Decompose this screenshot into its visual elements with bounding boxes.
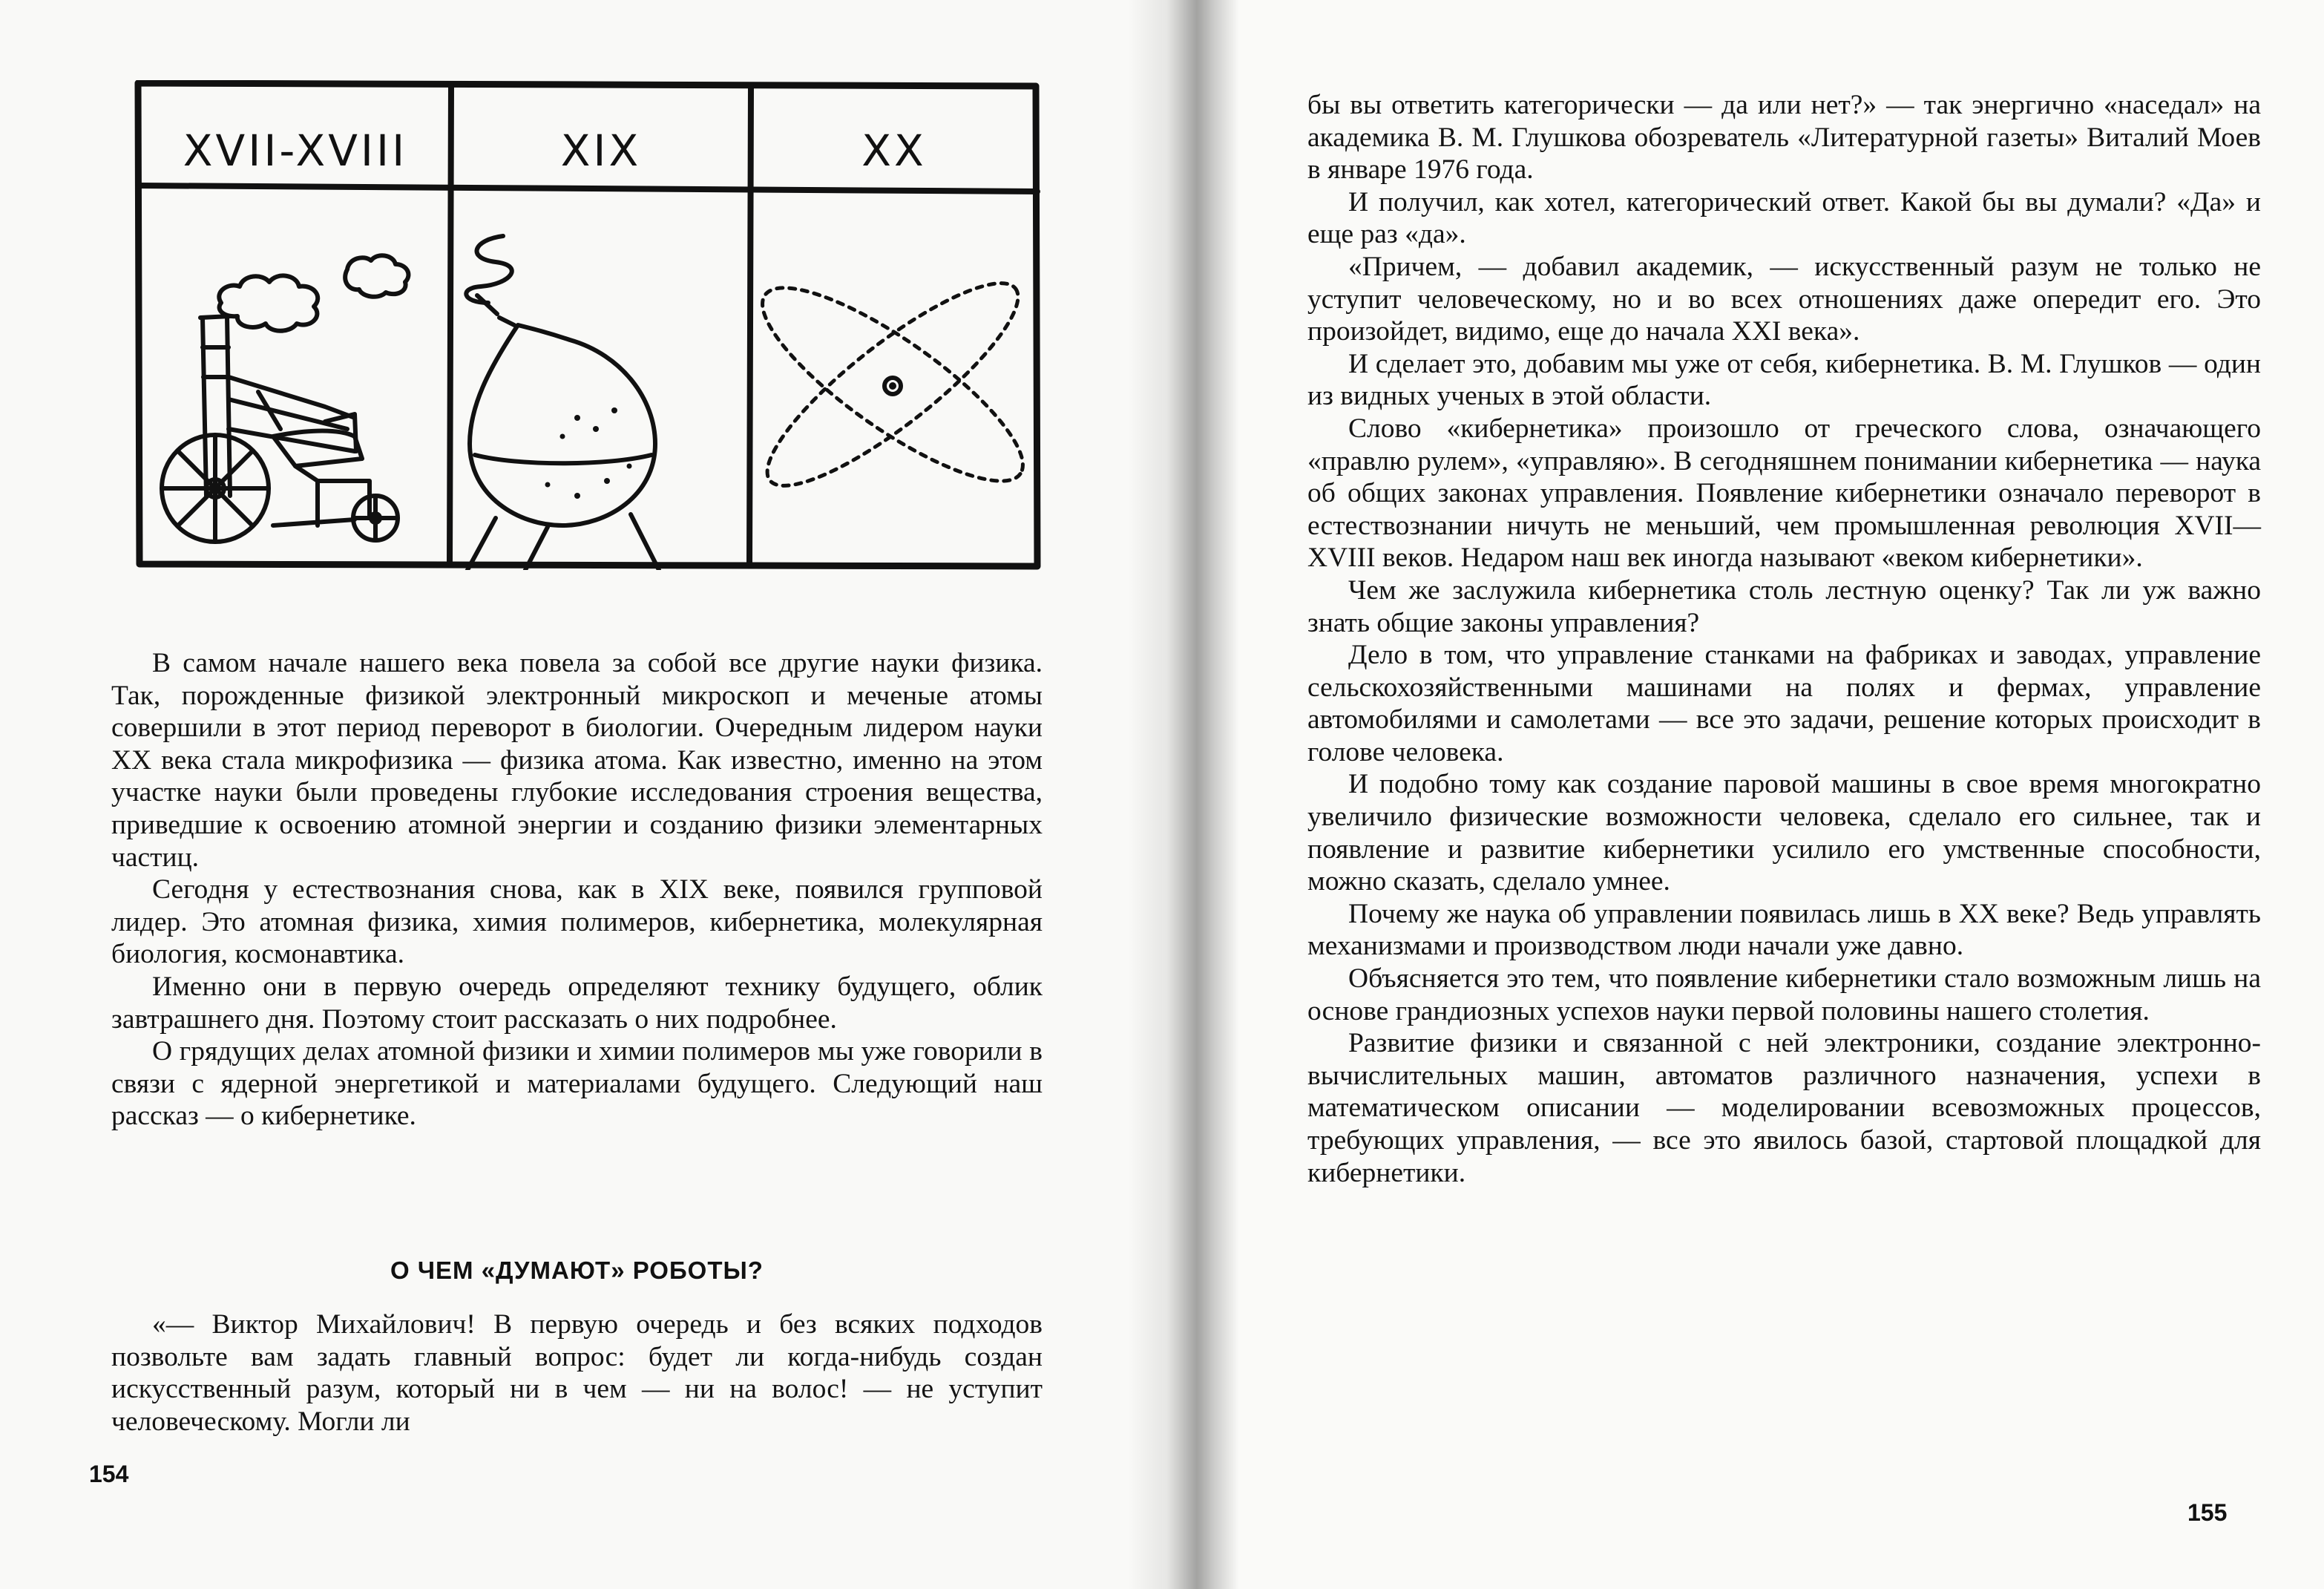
paragraph: И получил, как хотел, категорический ответ. Какой бы вы думали? «Да» и еще раз «да». bbox=[1307, 186, 2261, 250]
paragraph: Почему же наука об управлении появилась лишь в XX веке? Ведь управлять механизмами и производством люди начали уже давно. bbox=[1307, 898, 2261, 962]
paragraph: Объясняется это тем, что появление кибернетики стало возможным лишь на основе грандиозных успехов науки первой половины нашего столетия. bbox=[1307, 963, 2261, 1026]
column-divider-1 bbox=[450, 85, 451, 564]
column-header-xix: XIX bbox=[560, 125, 642, 176]
era-illustration-table bbox=[132, 80, 1041, 570]
page-number-right: 155 bbox=[2187, 1499, 2228, 1526]
paragraph: Развитие физики и связанной с ней электроники, создание электронно-вычислительных машин, автоматов различного назначения, успехи в математическом описании — моделировании всевозможных процессов, требующих управления, — все это явилось базой, стартовой площадкой для кибернетики. bbox=[1307, 1028, 2261, 1188]
section-heading: О ЧЕМ «ДУМАЮТ» РОБОТЫ? bbox=[390, 1257, 764, 1284]
paragraph: О грядущих делах атомной физики и химии полимеров мы уже говорили в связи с ядерной энергетикой и материалами будущего. Следующий наш рассказ — о кибернетике. bbox=[111, 1036, 1043, 1132]
left-page-body bbox=[111, 647, 1043, 1133]
paragraph: Слово «кибернетика» произошло от греческого слова, означающего «правлю рулем», «управляю». В сегодняшнем понимании кибернетика — наука об общих законах управления. Появление кибернетики означало переворот в естествознании ничуть не меньший, чем промышленная революция XVII—XVIII веков. Недаром наш век иногда называют «веком кибернетики». bbox=[1307, 413, 2261, 574]
paragraph: И сделает это, добавим мы уже от себя, кибернетика. В. М. Глушков — один из видных ученых в этой области. bbox=[1307, 348, 2261, 412]
paragraph: Дело в том, что управление станками на фабриках и заводах, управление сельскохозяйственными машинами на полях и фермах, управление автомобилями и самолетами — все это задачи, решение которых происходит в голове человека. bbox=[1307, 640, 2261, 767]
flask-dots bbox=[545, 407, 632, 499]
paragraph: «Причем, — добавил академик, — искусственный разум не только не уступит человеческому, но и во всех отношениях даже опередит его. Это произойдет, видимо, еще до начала XXI века». bbox=[1307, 251, 2261, 347]
paragraph: «— Виктор Михайлович! В первую очередь и без всяких подходов позвольте вам задать главный вопрос: будет ли когда-нибудь создан искусственный разум, который ни в чем — ни на волос! — не уступит человеческому. Могли ли bbox=[111, 1309, 1043, 1437]
paragraph: бы вы ответить категорически — да или нет?» — так энергично «наседал» на академика В. М. Глушкова обозреватель «Литературной газеты» Виталий Моев в январе 1976 года. bbox=[1307, 90, 2261, 186]
paragraph: Именно они в первую очередь определяют технику будущего, облик завтрашнего дня. Поэтому стоит рассказать о них подробнее. bbox=[111, 971, 1043, 1035]
paragraph: В самом начале нашего века повела за собой все другие науки физика. Так, порожденные физикой электронный микроскоп и меченые атомы совершили в этот период переворот в биологии. Очередным лидером науки XX века стала микрофизика — физика атома. Как известно, именно на этом участке науки были проведены глубокие исследования строения вещества, приведшие к освоению атомной энергии и созданию физики элементарных частиц. bbox=[111, 648, 1043, 873]
book-gutter-shadow bbox=[1128, 0, 1239, 1589]
column-divider-2 bbox=[749, 86, 751, 566]
paragraph: Чем же заслужила кибернетика столь лестную оценку? Так ли уж важно знать общие законы управления? bbox=[1307, 574, 2261, 638]
column-header-xx: XX bbox=[861, 125, 927, 176]
right-page-body bbox=[1307, 89, 2261, 1189]
paragraph: Сегодня у естествознания снова, как в XIX веке, появился групповой лидер. Это атомная физика, химия полимеров, кибернетика, молекулярная биология, космонавтика. bbox=[111, 874, 1043, 970]
page-number-left: 154 bbox=[89, 1461, 129, 1487]
left-page-body-after-heading bbox=[111, 1308, 1043, 1438]
paragraph: И подобно тому как создание паровой машины в свое время многократно увеличило физические возможности человека, сделало его сильнее, так и появление и развитие кибернетики усилило его умственные способности, можно сказать, сделало умнее. bbox=[1307, 769, 2261, 897]
steam-engine-icon bbox=[162, 255, 408, 542]
column-header-xvii-xviii: XVII-XVIII bbox=[183, 125, 408, 176]
chemistry-flask-icon bbox=[466, 236, 659, 570]
